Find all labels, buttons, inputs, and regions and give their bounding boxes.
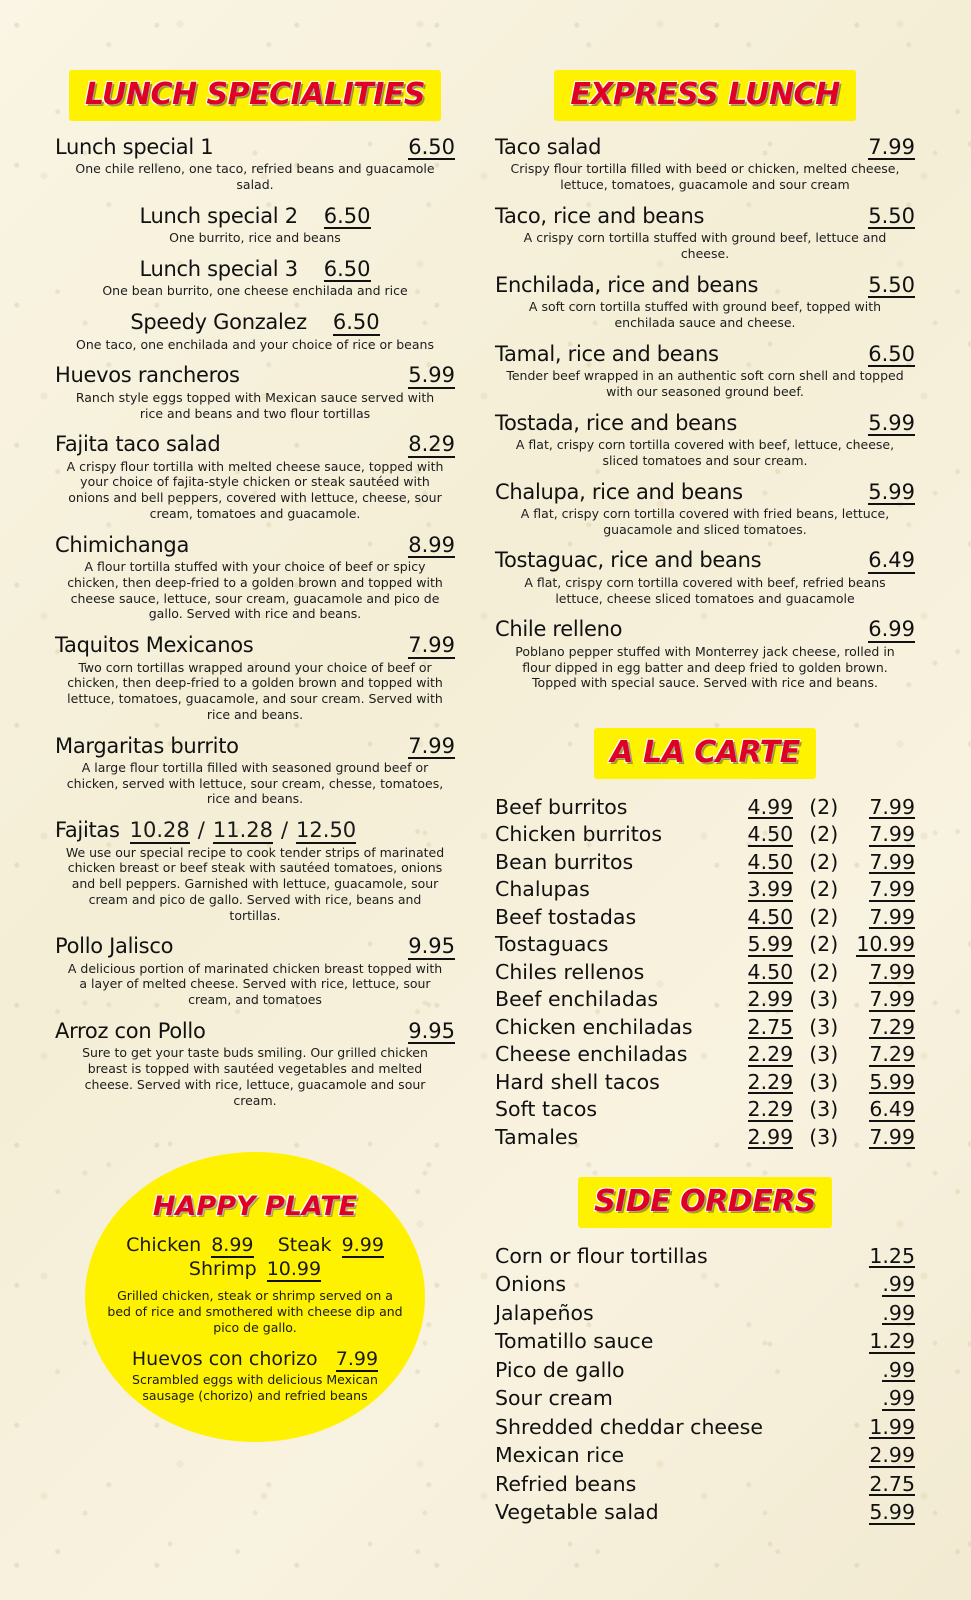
happy-plate-row-1 bbox=[126, 1234, 384, 1256]
banner-box bbox=[578, 1177, 832, 1228]
item-name: Bean burritos bbox=[495, 849, 634, 874]
table-row bbox=[495, 903, 915, 931]
menu-item-description: One bean burrito, one cheese enchilada and rice bbox=[102, 283, 408, 299]
happy-plate-row-2 bbox=[189, 1258, 321, 1280]
price-value: 4.99 bbox=[747, 794, 794, 819]
item-price bbox=[806, 1327, 915, 1356]
menu-item-price: 6.50 bbox=[408, 135, 455, 159]
happy-plate-sub-item bbox=[132, 1348, 378, 1370]
item-price-single bbox=[730, 931, 793, 959]
happy-plate-section bbox=[85, 1152, 425, 1442]
table-row bbox=[495, 1068, 915, 1096]
menu-item-name: Chile relleno bbox=[495, 617, 623, 642]
menu-item bbox=[495, 273, 915, 331]
menu-item-description: Crispy flour tortilla filled with beed or chicken, melted cheese, lettuce, tomatoes, guacamole and sour cream bbox=[510, 161, 900, 193]
price-value: 2.29 bbox=[747, 1069, 794, 1094]
menu-item-price: 5.50 bbox=[868, 272, 915, 297]
price-value: 4.50 bbox=[747, 822, 794, 846]
item-name: Refried beans bbox=[495, 1471, 637, 1496]
table-row bbox=[495, 821, 915, 849]
table-row bbox=[495, 1356, 915, 1385]
menu-columns bbox=[55, 70, 916, 1527]
menu-item bbox=[55, 934, 455, 1008]
price-value: 7.99 bbox=[869, 794, 915, 819]
item-price-multi bbox=[852, 1068, 915, 1096]
item-price-multi bbox=[852, 793, 915, 821]
item-name: Tomatillo sauce bbox=[495, 1329, 654, 1354]
side-orders-title: SIDE ORDERS bbox=[594, 1183, 816, 1219]
price-value: .99 bbox=[882, 1357, 915, 1382]
menu-item-name: Chimichanga bbox=[55, 532, 190, 557]
menu-item bbox=[55, 363, 455, 421]
item-price bbox=[806, 1441, 915, 1470]
item-price-multi bbox=[852, 1123, 915, 1151]
price-value: 6.49 bbox=[869, 1097, 915, 1121]
happy-plate-sub-name: Huevos con chorizo bbox=[131, 1347, 318, 1370]
price-value: 2.99 bbox=[869, 1443, 915, 1467]
item-name: Tamales bbox=[495, 1124, 579, 1149]
price-value: 5.99 bbox=[747, 932, 794, 956]
menu-item-head bbox=[495, 411, 915, 436]
menu-item-head bbox=[55, 633, 455, 658]
fajitas-separator: / bbox=[280, 818, 289, 843]
price-value: 7.99 bbox=[869, 904, 915, 929]
item-price-multi bbox=[852, 958, 915, 986]
table-row bbox=[495, 1413, 915, 1442]
menu-item bbox=[55, 533, 455, 622]
menu-item-head bbox=[55, 1019, 455, 1044]
item-name: Onions bbox=[495, 1272, 567, 1297]
spacer bbox=[495, 1151, 915, 1177]
item-price-single bbox=[730, 986, 793, 1014]
table-row bbox=[495, 1123, 915, 1151]
menu-item bbox=[55, 432, 455, 521]
menu-item-head bbox=[495, 480, 915, 505]
menu-item-price: 6.50 bbox=[323, 203, 371, 228]
price-value: 2.99 bbox=[747, 987, 794, 1011]
menu-item-name: Pollo Jalisco bbox=[55, 934, 174, 959]
table-row bbox=[495, 1470, 915, 1499]
happy-plate-title: HAPPY PLATE bbox=[152, 1190, 358, 1222]
price-value: 1.25 bbox=[869, 1243, 915, 1268]
price-value: 4.50 bbox=[747, 959, 794, 984]
menu-item-fajitas bbox=[55, 818, 455, 923]
item-qty: (2) bbox=[809, 932, 839, 957]
item-name: Hard shell tacos bbox=[495, 1069, 660, 1094]
menu-item-head bbox=[55, 734, 455, 759]
item-price-single bbox=[730, 876, 793, 904]
menu-item-price: 8.29 bbox=[408, 432, 455, 457]
item-name: Chiles rellenos bbox=[495, 959, 645, 984]
spacer bbox=[495, 702, 915, 728]
menu-item-description: A flat, crispy corn tortilla covered with beef, refried beans lettuce, cheese sliced tomatoes and guacamole bbox=[524, 574, 886, 606]
menu-item bbox=[495, 342, 915, 400]
item-qty: (3) bbox=[809, 1042, 839, 1067]
item-name: Chicken burritos bbox=[495, 822, 662, 847]
menu-item-name: Speedy Gonzalez bbox=[130, 310, 307, 335]
lunch-specialities-title: LUNCH SPECIALITIES bbox=[85, 77, 425, 112]
item-price-single bbox=[730, 1041, 793, 1069]
table-row bbox=[495, 986, 915, 1014]
item-name: Jalapeños bbox=[495, 1300, 594, 1325]
fajitas-price-3: 12.50 bbox=[296, 818, 357, 843]
menu-item-head bbox=[55, 204, 455, 229]
menu-item-description: Tender beef wrapped in an authentic soft corn shell and topped with our seasoned ground beef. bbox=[506, 368, 904, 399]
menu-item-name: Fajitas bbox=[55, 818, 120, 843]
happy-plate-chicken-price: 8.99 bbox=[211, 1233, 254, 1256]
item-price-multi bbox=[852, 848, 915, 876]
menu-item-head bbox=[55, 432, 455, 457]
item-name: Beef burritos bbox=[495, 794, 628, 819]
menu-item bbox=[495, 480, 915, 538]
menu-item bbox=[55, 310, 455, 352]
price-value: 1.99 bbox=[869, 1414, 915, 1439]
item-price-single bbox=[730, 821, 793, 849]
menu-item-description: One chile relleno, one taco, refried beans and guacamole salad. bbox=[75, 161, 435, 193]
banner-box bbox=[594, 728, 815, 779]
menu-item-head bbox=[55, 533, 455, 558]
menu-item-head bbox=[495, 273, 915, 298]
menu-item bbox=[495, 135, 915, 193]
lunch-specialities-banner bbox=[55, 70, 455, 121]
menu-item-price: 6.50 bbox=[332, 310, 380, 335]
item-name: Cheese enchiladas bbox=[495, 1042, 688, 1067]
table-row bbox=[495, 876, 915, 904]
banner-box bbox=[554, 70, 855, 121]
happy-plate-shrimp-price: 10.99 bbox=[266, 1257, 322, 1280]
price-value: 7.29 bbox=[869, 1042, 915, 1066]
fajitas-head bbox=[55, 818, 455, 843]
menu-item-description: A delicious portion of marinated chicken breast topped with a layer of melted cheese. Served with rice, lettuce, sour cream, and tomatoes bbox=[67, 960, 443, 1008]
price-value: 4.50 bbox=[747, 904, 794, 929]
table-row bbox=[495, 931, 915, 959]
menu-item-head bbox=[495, 204, 915, 229]
table-row bbox=[495, 1384, 915, 1413]
item-price-single bbox=[730, 1096, 793, 1124]
item-name: Soft tacos bbox=[495, 1097, 598, 1122]
menu-item-name: Tamal, rice and beans bbox=[495, 341, 719, 366]
menu-item-name: Taquitos Mexicanos bbox=[55, 633, 254, 658]
price-value: 2.75 bbox=[869, 1471, 915, 1496]
menu-item-price: 6.50 bbox=[868, 341, 915, 366]
fajitas-price-2: 11.28 bbox=[212, 818, 273, 843]
banner-box bbox=[69, 70, 441, 121]
menu-item-name: Lunch special 2 bbox=[139, 203, 298, 228]
menu-item bbox=[55, 204, 455, 246]
item-price-single bbox=[730, 1013, 793, 1041]
price-value: 10.99 bbox=[856, 932, 915, 956]
menu-item-price: 8.99 bbox=[408, 532, 455, 557]
menu-item-price: 5.50 bbox=[868, 203, 915, 228]
table-row bbox=[495, 1299, 915, 1328]
table-row bbox=[495, 1270, 915, 1299]
item-price-multi bbox=[852, 931, 915, 959]
happy-plate-shrimp-label: Shrimp bbox=[188, 1257, 257, 1280]
menu-item-name: Fajita taco salad bbox=[55, 432, 221, 457]
item-name: Beef enchiladas bbox=[495, 987, 659, 1012]
price-value: 2.75 bbox=[747, 1014, 794, 1039]
table-row bbox=[495, 958, 915, 986]
menu-item-head bbox=[495, 617, 915, 642]
price-value: 7.99 bbox=[869, 822, 915, 846]
menu-item-price: 6.99 bbox=[868, 617, 915, 642]
menu-item-name: Taco salad bbox=[495, 135, 602, 159]
fajitas-separator: / bbox=[197, 818, 205, 843]
item-qty: (3) bbox=[809, 1124, 839, 1149]
menu-item-name: Arroz con Pollo bbox=[55, 1018, 206, 1043]
happy-plate-sub-price: 7.99 bbox=[335, 1347, 379, 1370]
menu-item-head bbox=[495, 548, 915, 573]
item-name: Chicken enchiladas bbox=[495, 1014, 693, 1039]
item-price-single bbox=[730, 958, 793, 986]
item-price bbox=[806, 1498, 915, 1527]
item-price bbox=[806, 1470, 915, 1499]
price-value: 7.29 bbox=[869, 1014, 915, 1039]
price-value: 5.99 bbox=[869, 1069, 915, 1094]
item-price-multi bbox=[852, 986, 915, 1014]
table-row bbox=[495, 793, 915, 821]
item-name: Shredded cheddar cheese bbox=[495, 1414, 763, 1439]
right-column bbox=[495, 70, 915, 1527]
menu-item bbox=[55, 135, 455, 193]
fajitas-price-list bbox=[130, 818, 357, 843]
price-value: 7.99 bbox=[869, 877, 915, 901]
item-name: Tostaguacs bbox=[495, 932, 609, 957]
menu-item-price: 5.99 bbox=[408, 363, 455, 388]
price-value: 1.29 bbox=[869, 1329, 915, 1353]
item-price-single bbox=[730, 848, 793, 876]
item-price-single bbox=[730, 1123, 793, 1151]
a-la-carte-title: A LA CARTE bbox=[610, 735, 800, 770]
menu-item-name: Enchilada, rice and beans bbox=[495, 272, 759, 297]
menu-item-description: Sure to get your taste buds smiling. Our grilled chicken breast is topped with sautéed vegetables and melted cheese. Served with rice, lettuce, guacamole and sour cream. bbox=[82, 1045, 428, 1108]
menu-item-price: 7.99 bbox=[868, 135, 915, 159]
menu-item-name: Margaritas burrito bbox=[55, 733, 239, 758]
item-price-single bbox=[730, 1068, 793, 1096]
item-price-multi bbox=[852, 821, 915, 849]
item-qty: (3) bbox=[809, 987, 839, 1012]
item-name: Beef tostadas bbox=[495, 904, 637, 929]
menu-item-price: 5.99 bbox=[868, 410, 915, 435]
menu-item-head bbox=[55, 135, 455, 160]
menu-item-head bbox=[495, 342, 915, 367]
menu-item-name: Huevos rancheros bbox=[55, 363, 240, 388]
menu-item-price: 7.99 bbox=[408, 633, 455, 658]
item-qty: (2) bbox=[809, 877, 839, 902]
menu-item-description: A flour tortilla stuffed with your choice of beef or spicy chicken, then deep-fried to a golden brown and topped with cheese sauce, lettuce, sour cream, guacamole and pico de gallo. Served with rice and beans. bbox=[67, 559, 443, 622]
happy-plate-steak-price: 9.99 bbox=[341, 1233, 384, 1256]
item-price bbox=[806, 1384, 915, 1413]
menu-item-description: We use our special recipe to cook tender strips of marinated chicken breast or beef steak with sautéed tomatoes, onions and bell peppers. Garnished with lettuce, guacamole, sour cream and pico de gallo. Served with rice, beans and tortillas. bbox=[65, 844, 445, 923]
item-price-multi bbox=[852, 1096, 915, 1124]
item-name: Vegetable salad bbox=[495, 1500, 659, 1525]
table-row bbox=[495, 1013, 915, 1041]
item-price-multi bbox=[852, 1013, 915, 1041]
menu-item-description: A flat, crispy corn tortilla covered with beef, lettuce, cheese, sliced tomatoes and sour cream. bbox=[515, 437, 895, 468]
price-value: .99 bbox=[882, 1300, 915, 1325]
price-value: 5.99 bbox=[869, 1500, 915, 1524]
item-name: Pico de gallo bbox=[495, 1357, 625, 1382]
menu-item-name: Lunch special 1 bbox=[55, 135, 214, 159]
menu-item-price: 6.49 bbox=[868, 548, 915, 573]
table-row bbox=[495, 1096, 915, 1124]
menu-item-name: Tostaguac, rice and beans bbox=[495, 548, 762, 573]
menu-item-head bbox=[55, 363, 455, 388]
price-value: 7.99 bbox=[869, 1124, 915, 1149]
side-orders-table bbox=[495, 1242, 915, 1527]
item-price bbox=[806, 1299, 915, 1328]
price-value: 3.99 bbox=[747, 877, 794, 901]
price-value: 7.99 bbox=[869, 987, 915, 1011]
a-la-carte-table bbox=[495, 793, 915, 1151]
item-price-multi bbox=[852, 903, 915, 931]
menu-item bbox=[495, 411, 915, 469]
a-la-carte-banner bbox=[495, 728, 915, 779]
price-value: 7.99 bbox=[869, 849, 915, 874]
happy-plate-chicken-label: Chicken bbox=[126, 1233, 202, 1256]
menu-item-price: 5.99 bbox=[868, 479, 915, 504]
menu-item bbox=[495, 548, 915, 606]
item-qty: (3) bbox=[809, 1069, 839, 1094]
item-name: Corn or flour tortillas bbox=[495, 1243, 708, 1268]
menu-item-price: 9.95 bbox=[408, 1018, 455, 1043]
menu-item bbox=[55, 257, 455, 299]
item-qty: (2) bbox=[809, 822, 839, 847]
table-row bbox=[495, 1242, 915, 1271]
fajitas-price-1: 10.28 bbox=[129, 818, 190, 843]
price-value: .99 bbox=[882, 1272, 915, 1296]
table-row bbox=[495, 1041, 915, 1069]
item-name: Chalupas bbox=[495, 877, 590, 902]
item-qty: (3) bbox=[809, 1097, 839, 1122]
table-row bbox=[495, 1441, 915, 1470]
happy-plate-description: Grilled chicken, steak or shrimp served on a bed of rice and smothered with cheese dip and pico de gallo. bbox=[107, 1287, 403, 1335]
menu-item bbox=[495, 204, 915, 262]
menu-item-head bbox=[55, 310, 455, 335]
item-qty: (2) bbox=[809, 959, 839, 984]
menu-item-price: 6.50 bbox=[323, 257, 371, 282]
menu-item-description: Two corn tortillas wrapped around your choice of beef or chicken, then deep-fried to a golden brown and topped with lettuce, tomatoes, guacamole, and sour cream. Served with rice and beans. bbox=[67, 659, 443, 722]
menu-item-description: A flat, crispy corn tortilla covered with fried beans, lettuce, guacamole and sliced tomatoes. bbox=[520, 505, 890, 537]
menu-item-description: Ranch style eggs topped with Mexican sauce served with rice and beans and two flour tortillas bbox=[75, 389, 435, 421]
item-qty: (2) bbox=[809, 904, 839, 929]
price-value: 2.29 bbox=[747, 1042, 794, 1066]
item-qty: (3) bbox=[809, 1014, 839, 1039]
menu-item-head bbox=[495, 135, 915, 160]
menu-item-price: 7.99 bbox=[408, 733, 455, 758]
menu-item-name: Tostada, rice and beans bbox=[495, 410, 737, 435]
menu-item-description: One burrito, rice and beans bbox=[169, 230, 341, 246]
express-lunch-banner bbox=[495, 70, 915, 121]
menu-item-description: Poblano pepper stuffed with Monterrey jack cheese, rolled in flour dipped in egg batter and deep fried to golden brown. Topped with special sauce. Served with rice and beans. bbox=[515, 643, 895, 691]
menu-item-head bbox=[55, 934, 455, 959]
table-row bbox=[495, 1498, 915, 1527]
price-value: 2.29 bbox=[747, 1097, 794, 1121]
menu-item bbox=[495, 617, 915, 691]
side-orders-banner bbox=[495, 1177, 915, 1228]
menu-item bbox=[55, 633, 455, 722]
item-name: Mexican rice bbox=[495, 1443, 625, 1468]
item-qty: (2) bbox=[809, 794, 839, 819]
menu-item-name: Chalupa, rice and beans bbox=[495, 479, 743, 504]
table-row bbox=[495, 1327, 915, 1356]
item-price bbox=[806, 1356, 915, 1385]
table-row bbox=[495, 848, 915, 876]
left-column bbox=[55, 70, 455, 1442]
menu-item bbox=[55, 734, 455, 808]
item-price bbox=[806, 1270, 915, 1299]
happy-plate-sub-description: Scrambled eggs with delicious Mexican sausage (chorizo) and refried beans bbox=[132, 1371, 378, 1403]
menu-item-description: A crispy corn tortilla stuffed with ground beef, lettuce and cheese. bbox=[523, 230, 887, 262]
menu-item-head bbox=[55, 257, 455, 282]
item-price-single bbox=[730, 903, 793, 931]
menu-item-description: A soft corn tortilla stuffed with ground beef, topped with enchilada sauce and cheese. bbox=[528, 299, 882, 330]
menu-item-name: Lunch special 3 bbox=[139, 257, 298, 282]
item-qty: (2) bbox=[809, 849, 839, 874]
item-price-multi bbox=[852, 876, 915, 904]
express-lunch-title: EXPRESS LUNCH bbox=[570, 77, 840, 112]
menu-item-price: 9.95 bbox=[408, 934, 455, 959]
item-name: Sour cream bbox=[495, 1386, 613, 1411]
price-value: 2.99 bbox=[747, 1124, 794, 1149]
menu-item-name: Taco, rice and beans bbox=[495, 203, 705, 228]
menu-item bbox=[55, 1019, 455, 1108]
menu-item-description: A large flour tortilla filled with seasoned ground beef or chicken, served with lettuce, sour cream, chesse, tomatoes, rice and beans. bbox=[66, 759, 444, 807]
price-value: 4.50 bbox=[747, 849, 794, 874]
item-price-single bbox=[730, 793, 793, 821]
item-price-multi bbox=[852, 1041, 915, 1069]
item-price bbox=[806, 1242, 915, 1271]
price-value: 7.99 bbox=[869, 959, 915, 984]
menu-item-description: A crispy flour tortilla with melted cheese sauce, topped with your choice of fajita-style chicken or steak sautéed with onions and bell peppers, covered with lettuce, cheese, sour cream, tomatoes and guacamole. bbox=[66, 458, 444, 521]
item-price bbox=[806, 1413, 915, 1442]
price-value: .99 bbox=[882, 1386, 915, 1410]
happy-plate-steak-label: Steak bbox=[277, 1233, 332, 1256]
menu-item-description: One taco, one enchilada and your choice of rice or beans bbox=[76, 336, 434, 352]
